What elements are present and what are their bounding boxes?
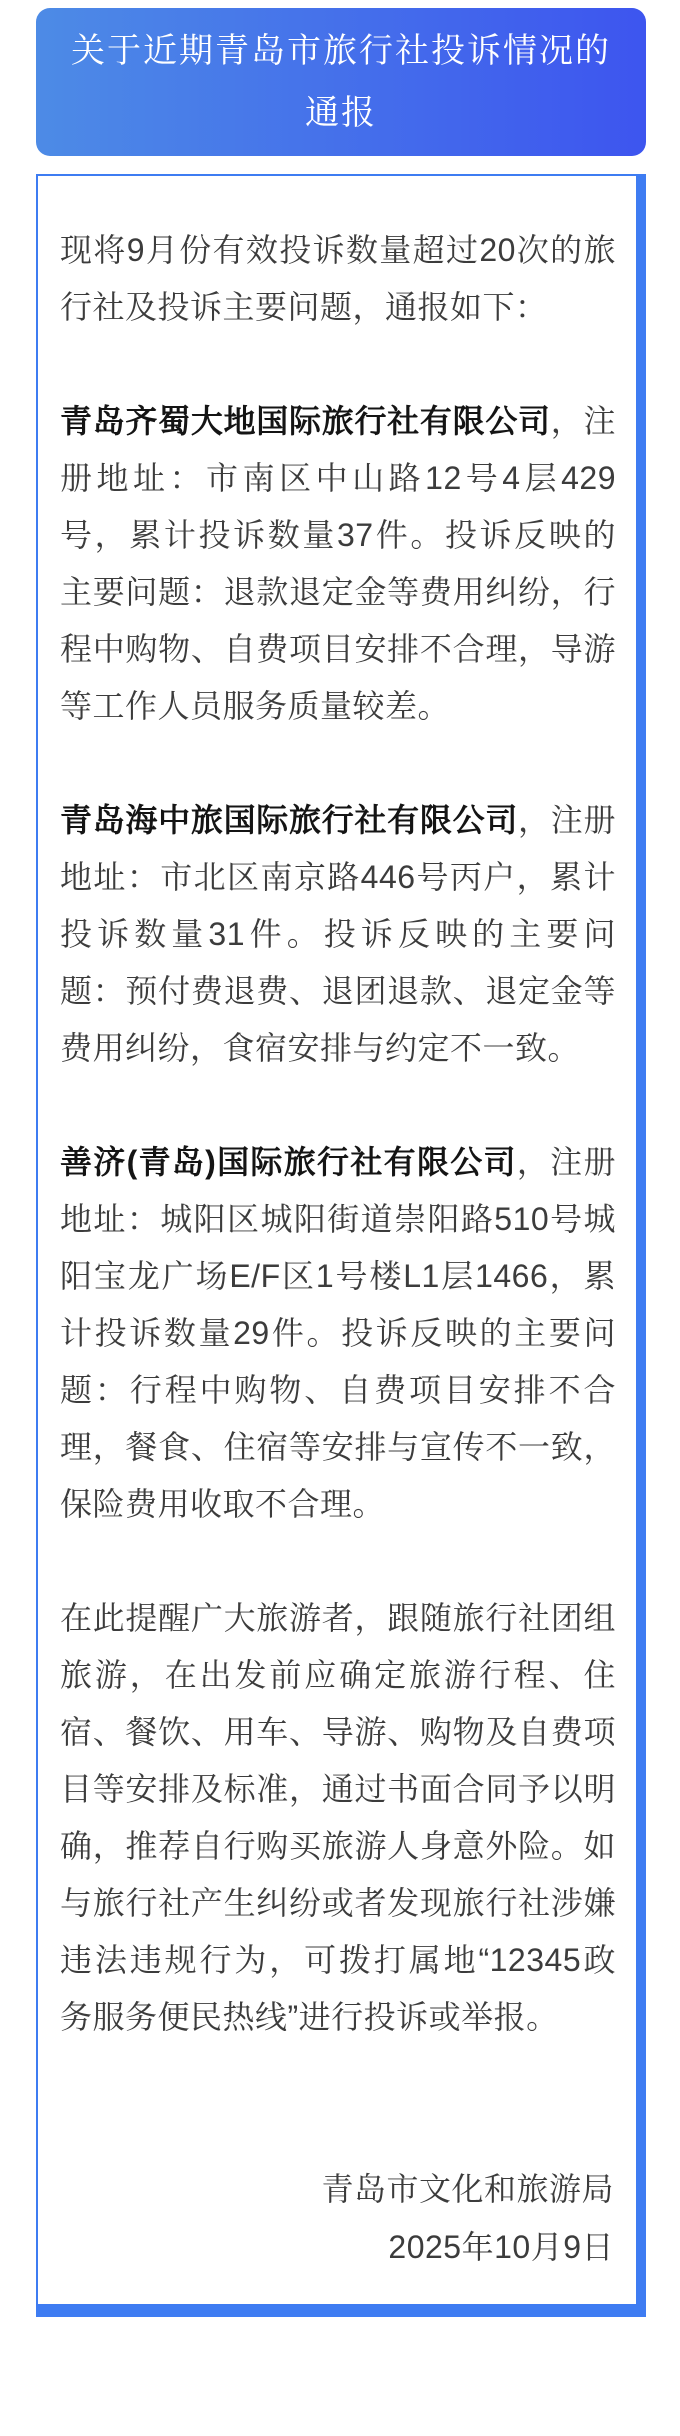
agency-name: 善济(青岛)国际旅行社有限公司 xyxy=(60,1144,517,1180)
signature-date: 2025年10月9日 xyxy=(388,2229,614,2265)
notice-title-line1: 关于近期青岛市旅行社投诉情况的 xyxy=(71,32,611,70)
notice-body-card xyxy=(36,174,646,2317)
agency-detail: ，注册地址：市南区中山路12号4层429号，累计投诉数量37件。投诉反映的主要问题：退款退定金等费用纠纷，行程中购物、自费项目安排不合理，导游等工作人员服务质量较差。 xyxy=(60,403,616,724)
signature-block xyxy=(60,2160,616,2276)
agency-entry xyxy=(60,792,616,1077)
signature-org: 青岛市文化和旅游局 xyxy=(321,2171,614,2207)
notice-title-banner xyxy=(36,8,646,156)
reminder-paragraph: 在此提醒广大旅游者，跟随旅行社团组旅游，在出发前应确定旅游行程、住宿、餐饮、用车、导游、购物及自费项目等安排及标准，通过书面合同予以明确，推荐自行购买旅游人身意外险。如与旅行社产生纠纷或者发现旅行社涉嫌违法违规行为，可拨打属地“12345政务服务便民热线”进行投诉或举报。 xyxy=(60,1600,616,2035)
agency-name: 青岛齐蜀大地国际旅行社有限公司 xyxy=(60,403,551,439)
intro-paragraph: 现将9月份有效投诉数量超过20次的旅行社及投诉主要问题，通报如下： xyxy=(60,232,616,325)
notice-title-line2: 通报 xyxy=(305,94,377,132)
agency-name: 青岛海中旅国际旅行社有限公司 xyxy=(60,802,519,838)
agency-detail: ，注册地址：城阳区城阳街道崇阳路510号城阳宝龙广场E/F区1号楼L1层1466，累计投诉数量29件。投诉反映的主要问题：行程中购物、自费项目安排不合理，餐食、住宿等安排与宣传不一致，保险费用收取不合理。 xyxy=(60,1144,616,1522)
agency-detail: ，注册地址：市北区南京路446号丙户，累计投诉数量31件。投诉反映的主要问题：预付费退费、退团退款、退定金等费用纠纷，食宿安排与约定不一致。 xyxy=(60,802,616,1066)
agency-entry xyxy=(60,393,616,735)
agency-entry xyxy=(60,1134,616,1533)
